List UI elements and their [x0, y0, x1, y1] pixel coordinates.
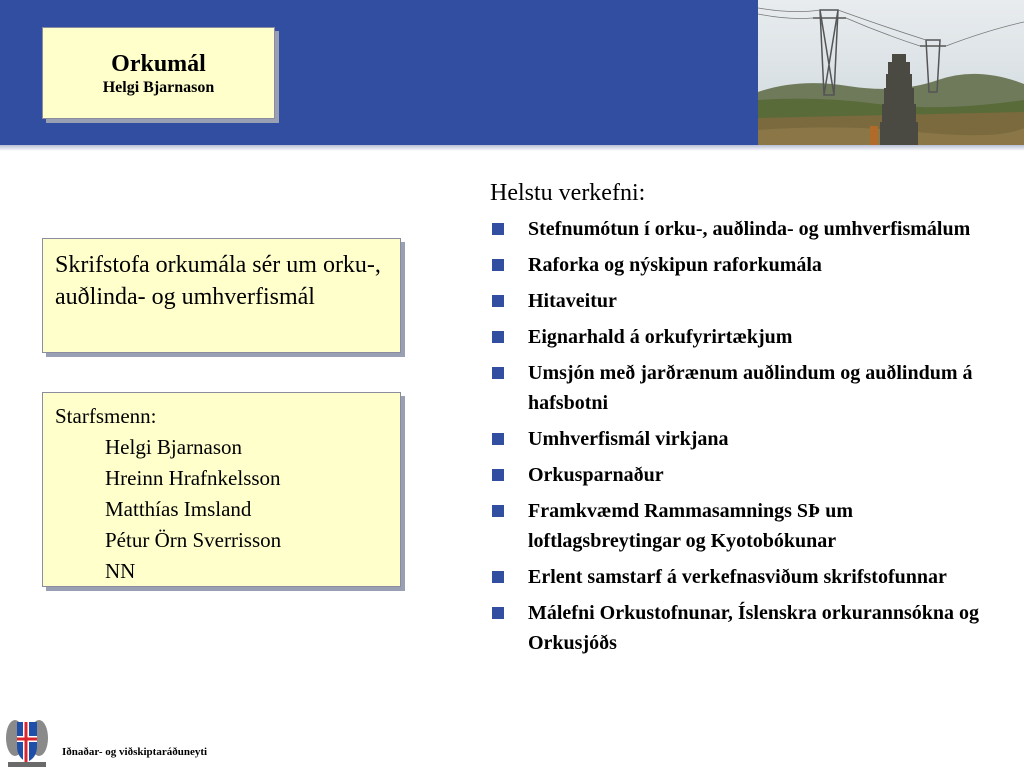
- task-text: Málefni Orkustofnunar, Íslenskra orkurannsókna og Orkusjóðs: [528, 602, 980, 654]
- task-text: Stefnumótun í orku-, auðlinda- og umhverfismálum: [528, 218, 971, 240]
- square-bullet-icon: [492, 469, 504, 481]
- staff-list: [55, 432, 388, 587]
- task-text: Umhverfismál virkjana: [528, 428, 729, 450]
- task-item: [490, 562, 1010, 592]
- coat-of-arms-icon: [4, 712, 50, 768]
- task-item: [490, 460, 1010, 490]
- staff-member: Pétur Örn Sverrisson: [105, 528, 282, 552]
- task-item: [490, 358, 1010, 418]
- task-text: Hitaveitur: [528, 290, 617, 312]
- staff-box: [42, 392, 401, 587]
- page-subtitle: Helgi Bjarnason: [102, 79, 215, 96]
- task-item: [490, 250, 1010, 280]
- square-bullet-icon: [492, 295, 504, 307]
- square-bullet-icon: [492, 571, 504, 583]
- square-bullet-icon: [492, 505, 504, 517]
- task-item: [490, 286, 1010, 316]
- task-text: Erlent samstarf á verkefnasviðum skrifstofunnar: [528, 566, 947, 588]
- office-description-text: Skrifstofa orkumála sér um orku-, auðlinda- og umhverfismál: [55, 252, 381, 310]
- task-item: [490, 322, 1010, 352]
- square-bullet-icon: [492, 433, 504, 445]
- tasks-heading: Helstu verkefni:: [490, 180, 646, 206]
- staff-member: NN: [105, 559, 136, 583]
- task-text: Framkvæmd Rammasamnings SÞ um loftlagsbreytingar og Kyotobókunar: [528, 500, 854, 552]
- square-bullet-icon: [492, 607, 504, 619]
- task-text: Eignarhald á orkufyrirtækjum: [528, 326, 793, 348]
- power-lines-photo: [758, 0, 1024, 145]
- task-item: [490, 496, 1010, 556]
- staff-label: Starfsmenn:: [55, 404, 157, 428]
- square-bullet-icon: [492, 367, 504, 379]
- task-text: Orkusparnaður: [528, 464, 664, 486]
- task-item: [490, 214, 1010, 244]
- square-bullet-icon: [492, 259, 504, 271]
- tasks-section: [490, 178, 1010, 664]
- banner-shadow: [0, 145, 1024, 151]
- staff-member: Hreinn Hrafnkelsson: [105, 466, 281, 490]
- task-item: [490, 424, 1010, 454]
- square-bullet-icon: [492, 331, 504, 343]
- task-text: Umsjón með jarðrænum auðlindum og auðlindum á hafsbotni: [528, 362, 973, 414]
- staff-member: Matthías Imsland: [105, 497, 252, 521]
- title-box: [42, 27, 275, 119]
- page-title: Orkumál: [111, 51, 206, 77]
- ministry-name: Iðnaðar- og viðskiptaráðuneyti: [62, 746, 208, 758]
- staff-member: Helgi Bjarnason: [105, 435, 243, 459]
- office-description-box: [42, 238, 401, 353]
- square-bullet-icon: [492, 223, 504, 235]
- task-item: [490, 598, 1010, 658]
- task-text: Raforka og nýskipun raforkumála: [528, 254, 822, 276]
